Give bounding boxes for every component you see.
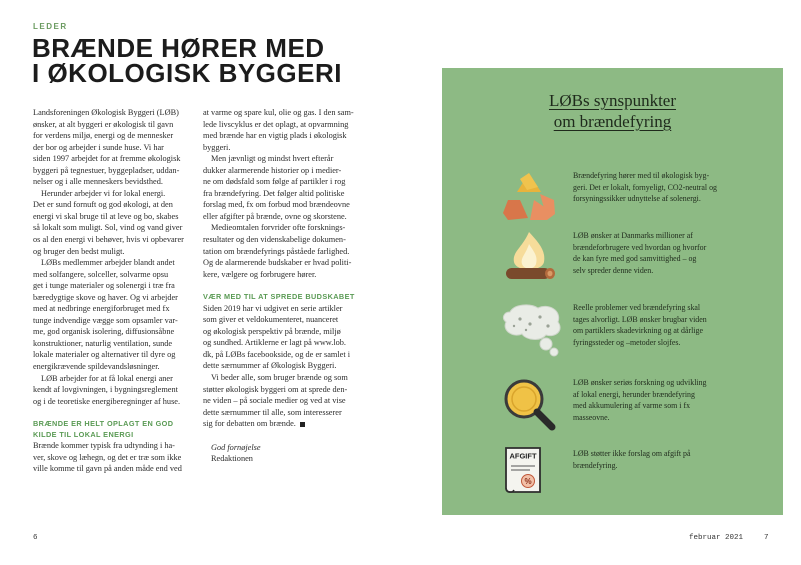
body-line: Vi beder alle, som bruger brænde og som [211, 372, 348, 382]
body-line: Men jævnligt og mindst hvert efterår [211, 154, 334, 164]
campfire-icon [500, 230, 558, 284]
body-line: kere, vælgere og forbrugere hører. [203, 269, 317, 279]
body-line: for verdens miljø, energi og de mennesker [33, 131, 174, 141]
body-line: byggeri. [203, 142, 231, 152]
article-column-1 [33, 107, 195, 475]
text-line: tages alvorligt. LØB ønsker brugbar viden [573, 314, 707, 324]
tax-label: AFGIFT [509, 451, 537, 461]
text-line: med akkumulering af varme som i fx [573, 401, 691, 411]
body-line: dukker alarmerende historier op i medier- [203, 165, 342, 175]
body-line: lokale materialer og alternativer til dyre og [33, 350, 176, 360]
body-line: dette særnummer til alle, som interesserer [203, 407, 342, 417]
text-line: LØB støtter ikke forslag om afgift på [573, 449, 691, 458]
body-line: forslag med, fx om forbud mod brændeovne [203, 200, 350, 210]
subheading [33, 419, 195, 440]
text-line: geri. Det er lokalt, fornyeligt, CO2-neutral og [573, 182, 717, 192]
section-label: LEDER [33, 22, 68, 31]
body-line: som giver et veldokumenteret, nuanceret [203, 315, 339, 325]
body-line: LØB arbejder for at få lokal energi aner [41, 373, 173, 383]
text-line: selv spreder denne viden. [573, 265, 654, 275]
text-line: masseovne. [573, 412, 610, 422]
body-line: Siden 2019 har vi udgivet en serie artikler [203, 303, 343, 313]
headline-line-2: I ØKOLOGISK BYGGERI [32, 58, 342, 88]
viewpoint-text [573, 448, 733, 471]
body-line: med brænde har en vigtig plads i økologisk [203, 131, 347, 141]
body-line: ne viden – på sociale medier og ved at vise [203, 396, 346, 406]
text-line: forsyningssikker udnyttelse af solenergi. [573, 194, 701, 204]
body-line: ville komme til gavn på anden måde end ved [33, 464, 182, 474]
body-line-text: sig for debatten om brænde. [203, 419, 296, 429]
body-line: Og de alarmerende budskaber er hvad politi- [203, 258, 352, 268]
viewpoint-text [573, 230, 733, 276]
text-line: de kan fyre med god samvittighed – og [573, 254, 697, 264]
viewpoint-text [573, 170, 733, 205]
panel-title [442, 90, 783, 132]
text-line: brændefyring. [573, 460, 618, 470]
body-line: fra brændefyring. Det følger altid politiske [203, 188, 345, 198]
body-line: siden 1997 arbejdet for at fremme økologisk [33, 154, 181, 164]
body-line: bæredygtige skove og haver. Og vi arbejder [33, 292, 178, 302]
body-line: energi vi skal bruge til at leve og bo, skabes [33, 211, 179, 221]
body-line: byggeri på tegnestuer, byggepladser, uddan- [33, 165, 180, 175]
issue-date: februar 2021 [689, 534, 744, 542]
subheading-line-1: BRÆNDE ER HELT OPLAGT EN GOD [33, 419, 174, 429]
body-line: konstruktioner, naturlig ventilation, sunde [33, 338, 173, 348]
text-line: LØB ønsker at Danmarks millioner af [573, 231, 693, 240]
recycle-icon [500, 170, 558, 222]
body-line: get i tunge materialer og solenergi i træ fra [33, 281, 175, 291]
headline-line-1: BRÆNDE HØRER MED [32, 33, 325, 63]
article-column-2 [203, 107, 365, 465]
signature: Redaktionen [211, 454, 253, 464]
body-line: støtter økologisk byggeri om at sprede den- [203, 384, 348, 394]
text-line: brændeforbrugere ved hvordan og hvorfor [573, 242, 707, 252]
body-line: ver, skove og læhegn, og det er træ som ikke [33, 452, 182, 462]
body-line [203, 418, 365, 430]
body-line: ønsker, at alt byggeri er økologisk til gavn [33, 119, 174, 129]
body-line: og i de teoretiske energiberegninger af huse. [33, 396, 181, 406]
body-line: Landsforeningen Økologisk Byggeri (LØB) [33, 108, 179, 117]
body-line: Herunder arbejder vi for lokal energi. [41, 188, 166, 198]
body-line: eller afgifter på brænde, ovne og skorstene. [203, 211, 347, 221]
body-line: med at nedbringe energiforbruget med fx [33, 304, 170, 314]
text-line: om partiklers skadevirkning og at dårlige [573, 326, 703, 336]
body-line: så lokalt som muligt. Sol, vind og vand giver [33, 223, 183, 233]
signoff: God fornøjelse [211, 442, 261, 452]
viewpoints-panel [442, 68, 783, 515]
page-number-left: 6 [33, 534, 38, 542]
body-line: resultater og den videnskabelige dokumen- [203, 235, 346, 245]
body-line: energikrævende spildevandsløsninger. [33, 362, 160, 372]
panel-title-line-1: LØBs synspunkter [548, 91, 677, 110]
body-line: LØBs medlemmer arbejder blandt andet [41, 258, 175, 268]
body-line: og bruger den bedst muligt. [33, 246, 125, 256]
magnifier-icon [500, 377, 558, 431]
tax-document-icon [500, 446, 550, 496]
body-line: kendt af lovgivningen, i bygningsreglement [33, 385, 178, 395]
body-line: nelser og i alle menneskers bevidsthed. [33, 177, 163, 187]
page-number-right: 7 [764, 534, 769, 542]
text-line: Brændefyring hører med til økologisk byg- [573, 171, 710, 180]
body-line: lede livscyklus er det oplagt, at opvarmning [203, 119, 349, 129]
viewpoint-text [573, 302, 733, 348]
headline [32, 33, 342, 88]
viewpoint-text [573, 377, 733, 423]
body-line: tation om brændefyrings påståede farlighed. [203, 246, 350, 256]
body-line: os al den energi vi behøver, hvis vi opbevarer [33, 235, 184, 245]
body-line: Det er sund fornuft og god økologi, at den [33, 200, 173, 210]
body-line: og økologisk perspektiv på brænde, miljø [203, 326, 341, 336]
body-line: med solfangere, solceller, solvarme opsu [33, 269, 169, 279]
text-line: Reelle problemer ved brændefyring skal [573, 303, 701, 312]
text-line: LØB ønsker seriøs forskning og udvikling [573, 378, 707, 387]
body-line: dk, på LØBs facebookside, og de er samlet i [203, 349, 350, 359]
body-line: at varme og spare kul, olie og gas. I den sam- [203, 108, 354, 117]
text-line: af lokal energi, herunder brændefyring [573, 389, 695, 399]
body-line: Brænde kommer typisk fra udtynding i ha- [33, 441, 175, 451]
body-line: ne om dødsfald som følge af partikler i rog [203, 177, 346, 187]
body-line: dette særnummer af Økologisk Byggeri. [203, 361, 337, 371]
body-line: og sundhed. Artiklerne er lagt på www.lob. [203, 338, 347, 348]
subheading: VÆR MED TIL AT SPREDE BUDSKABET [203, 292, 355, 302]
subheading-line-2: KILDE TIL LOKAL ENERGI [33, 429, 134, 439]
body-line: der bor og arbejder i sunde huse. Vi har [33, 142, 164, 152]
svg-text:%: % [524, 477, 532, 486]
panel-title-line-2: om brændefyring [553, 112, 672, 131]
body-line: tunge indvendige vægge som opsamler var- [33, 315, 178, 325]
end-mark-icon [300, 422, 305, 427]
body-line: Medieomtalen forvrider ofte forsknings- [211, 223, 346, 233]
body-line: me, god organisk isolering, diffusionsåbne [33, 327, 175, 337]
smoke-icon [500, 302, 566, 358]
text-line: fyringssteder og –metoder slojfes. [573, 337, 681, 347]
